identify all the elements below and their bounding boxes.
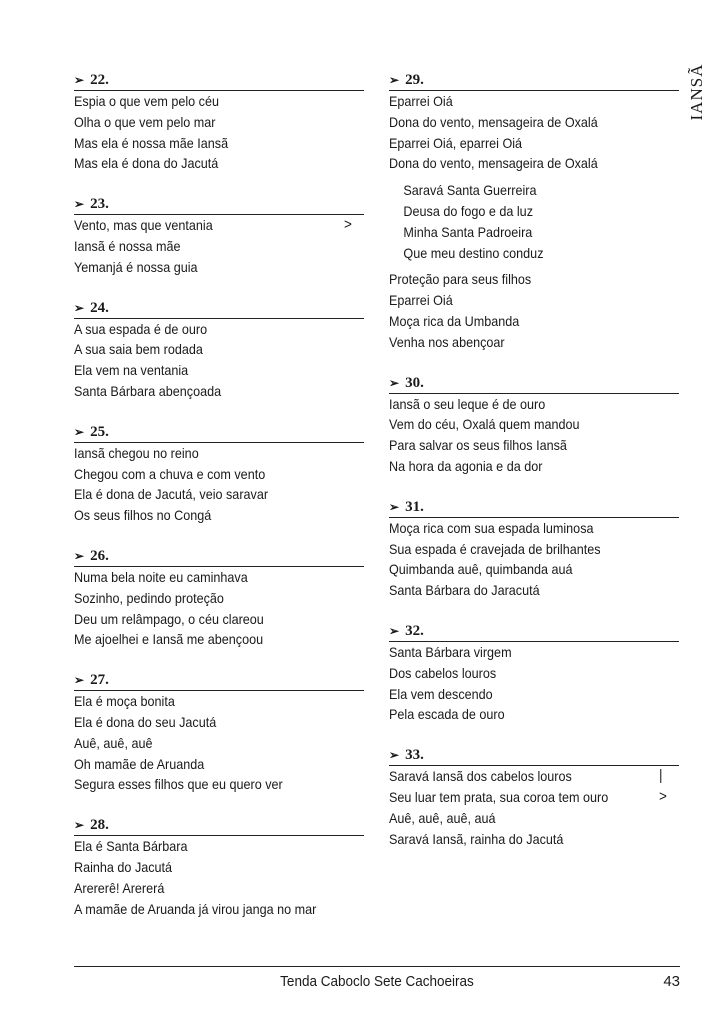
lyric-text: Dona do vento, mensageira de Oxalá [389, 155, 598, 172]
lyric-line [389, 435, 650, 456]
lyric-line [389, 414, 650, 435]
lyric-line [389, 243, 650, 264]
song-number: 33. [405, 747, 424, 764]
lyric-text: Ela vem descendo [389, 685, 493, 702]
lyric-line [74, 754, 335, 775]
lyric-line [74, 505, 335, 526]
lyric-line [74, 319, 335, 340]
song-number: 28. [90, 817, 109, 834]
repeat-mark: | [659, 767, 663, 785]
left-column [74, 70, 364, 919]
arrow-bullet-icon: ➢ [389, 748, 400, 763]
lyric-text: Na hora da agonia e da dor [389, 457, 543, 474]
repeat-mark: > [344, 216, 352, 234]
lyric-line [74, 236, 335, 257]
song-heading [74, 815, 364, 836]
lyric-text: Ela vem na ventania [74, 362, 189, 379]
song-section [74, 298, 364, 402]
song-number: 27. [90, 672, 109, 689]
lyric-line [74, 153, 335, 174]
song-heading [389, 497, 679, 518]
lyric-line [389, 153, 650, 174]
lyric-text: Dona do vento, mensageira de Oxalá [389, 113, 598, 130]
song-heading [389, 373, 679, 394]
lyric-text: Mas ela é nossa mãe Iansã [74, 134, 229, 151]
lyric-line [74, 629, 335, 650]
lyric-text: Eparrei Oiá [389, 292, 453, 309]
arrow-bullet-icon: ➢ [74, 818, 85, 833]
arrow-bullet-icon: ➢ [389, 623, 400, 638]
lyric-text: Ela é dona do seu Jacutá [74, 713, 217, 730]
lyric-line [74, 733, 335, 754]
lyric-text: Pela escada de ouro [389, 706, 505, 723]
lyric-text: Mas ela é dona do Jacutá [74, 155, 219, 172]
lyric-text: Rainha do Jacutá [74, 858, 173, 875]
song-heading [74, 546, 364, 567]
arrow-bullet-icon: ➢ [74, 197, 85, 212]
lyric-text: Santa Bárbara abençoada [74, 382, 222, 399]
lyric-text: Auê, auê, auê [74, 734, 153, 751]
lyric-line [389, 180, 650, 201]
song-section [74, 546, 364, 650]
song-heading [389, 70, 679, 91]
lyric-line [389, 456, 650, 477]
song-heading [74, 422, 364, 443]
page-number: 43 [663, 973, 680, 990]
lyric-line [389, 133, 650, 154]
lyric-line [74, 112, 335, 133]
arrow-bullet-icon: ➢ [389, 73, 400, 87]
lyric-line [74, 339, 335, 360]
lyric-text: Moça rica da Umbanda [389, 312, 520, 329]
song-heading [389, 621, 679, 642]
lyric-line [74, 484, 335, 505]
arrow-bullet-icon: ➢ [74, 424, 85, 439]
lyric-line [389, 787, 667, 808]
lyric-line [389, 269, 650, 290]
lyric-line [74, 360, 335, 381]
lyric-text: Vem do céu, Oxalá quem mandou [389, 416, 580, 433]
song-number: 25. [90, 423, 109, 440]
lyric-line [389, 829, 650, 850]
song-section [389, 373, 679, 477]
lyric-line [389, 394, 650, 415]
song-section [74, 670, 364, 795]
lyric-line [389, 704, 650, 725]
lyric-line [74, 91, 335, 112]
lyric-text: Numa bela noite eu caminhava [74, 568, 248, 585]
lyric-text: Iansã é nossa mãe [74, 237, 181, 254]
arrow-bullet-icon: ➢ [74, 673, 85, 688]
lyric-line [74, 257, 335, 278]
lyric-text: Eparrei Oiá [389, 93, 453, 109]
lyric-line [389, 332, 650, 353]
lyric-text: Saravá Iansã, rainha do Jacutá [389, 830, 564, 847]
lyric-text: Moça rica com sua espada luminosa [389, 519, 594, 536]
lyric-text: Deu um relâmpago, o céu clareou [74, 610, 264, 627]
song-section [389, 621, 679, 725]
song-section [74, 422, 364, 526]
lyric-text: Sozinho, pedindo proteção [74, 589, 224, 606]
lyric-text: A sua saia bem rodada [74, 341, 203, 358]
lyric-line [74, 878, 335, 899]
lyric-text: Dos cabelos louros [389, 664, 497, 681]
song-number: 24. [90, 299, 109, 316]
lyric-line [389, 808, 650, 829]
lyric-line [389, 518, 650, 539]
lyric-line [389, 222, 650, 243]
song-section [389, 70, 679, 353]
lyric-text: Saravá Iansã dos cabelos louros [389, 768, 572, 785]
lyric-line [74, 857, 335, 878]
song-number: 29. [405, 72, 424, 88]
song-heading [389, 745, 679, 766]
lyric-line [74, 381, 335, 402]
lyric-text: Seu luar tem prata, sua coroa tem ouro [389, 788, 609, 805]
lyric-line [389, 290, 650, 311]
lyric-text: Deusa do fogo e da luz [403, 202, 533, 219]
running-head [686, 62, 708, 122]
lyric-line [389, 311, 650, 332]
lyric-line [389, 663, 650, 684]
lyric-text: Ela é Santa Bárbara [74, 838, 188, 855]
arrow-bullet-icon: ➢ [74, 548, 85, 563]
arrow-bullet-icon: ➢ [74, 73, 85, 87]
lyric-text: Ela é dona de Jacutá, veio saravar [74, 486, 269, 503]
lyric-line [74, 609, 335, 630]
lyric-line [74, 443, 335, 464]
lyric-line [74, 836, 335, 857]
lyric-line [74, 215, 352, 236]
lyric-text: Yemanjá é nossa guia [74, 258, 198, 275]
song-number: 31. [405, 498, 424, 515]
lyric-text: Minha Santa Padroeira [403, 223, 533, 240]
lyric-line [389, 201, 650, 222]
arrow-bullet-icon: ➢ [389, 499, 400, 514]
lyric-line [74, 588, 335, 609]
lyric-text: Sua espada é cravejada de brilhantes [389, 540, 601, 557]
song-number: 32. [405, 622, 424, 639]
lyric-line [389, 559, 650, 580]
lyric-text: Segura esses filhos que eu quero ver [74, 776, 283, 793]
lyric-text: Saravá Santa Guerreira [403, 182, 537, 199]
lyric-text: Venha nos abençoar [389, 333, 505, 350]
lyric-text: Arererê! Arererá [74, 879, 165, 896]
lyric-text: Quimbanda auê, quimbanda auá [389, 561, 573, 578]
song-section [389, 745, 679, 849]
lyric-line [389, 91, 650, 112]
song-heading [74, 298, 364, 319]
right-column [389, 70, 679, 849]
lyric-line [74, 691, 335, 712]
lyric-line [74, 567, 335, 588]
lyric-line [389, 766, 663, 787]
song-heading [74, 70, 364, 91]
song-section [74, 70, 364, 174]
lyric-line [74, 899, 335, 920]
lyric-text: Olha o que vem pelo mar [74, 113, 216, 130]
song-heading [74, 194, 364, 215]
lyric-line [74, 774, 335, 795]
lyric-text: A sua espada é de ouro [74, 320, 208, 337]
lyric-line [389, 684, 650, 705]
lyric-text: Espia o que vem pelo céu [74, 93, 219, 109]
song-number: 23. [90, 196, 109, 213]
lyric-text: Ela é moça bonita [74, 693, 175, 710]
lyric-line [389, 642, 650, 663]
running-head-text: IANSÃ [687, 63, 706, 121]
lyric-text: Auê, auê, auê, auá [389, 809, 496, 826]
footer-rule [74, 966, 680, 967]
lyric-text: Oh mamãe de Aruanda [74, 755, 205, 772]
repeat-mark: > [659, 787, 667, 805]
song-number: 26. [90, 547, 109, 564]
lyric-line [389, 580, 650, 601]
arrow-bullet-icon: ➢ [389, 375, 400, 390]
lyric-text: Chegou com a chuva e com vento [74, 465, 266, 482]
song-section [74, 815, 364, 919]
lyric-text: Iansã o seu leque é de ouro [389, 395, 546, 412]
lyric-line [74, 133, 335, 154]
song-section [74, 194, 364, 277]
lyric-text: Os seus filhos no Congá [74, 507, 212, 524]
lyric-text: Eparrei Oiá, eparrei Oiá [389, 134, 523, 151]
lyric-line [389, 539, 650, 560]
lyric-text: Me ajoelhei e Iansã me abençoou [74, 631, 264, 648]
song-section [389, 497, 679, 601]
lyric-text: Iansã chegou no reino [74, 444, 199, 461]
lyric-line [74, 712, 335, 733]
footer-title: Tenda Caboclo Sete Cachoeiras [280, 973, 474, 990]
arrow-bullet-icon: ➢ [74, 300, 85, 315]
lyric-line [389, 112, 650, 133]
song-number: 22. [90, 72, 109, 88]
lyric-line [74, 464, 335, 485]
song-heading [74, 670, 364, 691]
lyric-text: Santa Bárbara virgem [389, 643, 512, 660]
lyric-text: Proteção para seus filhos [389, 271, 532, 288]
lyric-text: Para salvar os seus filhos Iansã [389, 437, 567, 454]
lyric-text: Que meu destino conduz [403, 244, 544, 261]
lyric-text: A mamãe de Aruanda já virou janga no mar [74, 900, 317, 917]
song-number: 30. [405, 374, 424, 391]
lyric-text: Vento, mas que ventania [74, 217, 213, 234]
lyric-text: Santa Bárbara do Jaracutá [389, 582, 540, 599]
